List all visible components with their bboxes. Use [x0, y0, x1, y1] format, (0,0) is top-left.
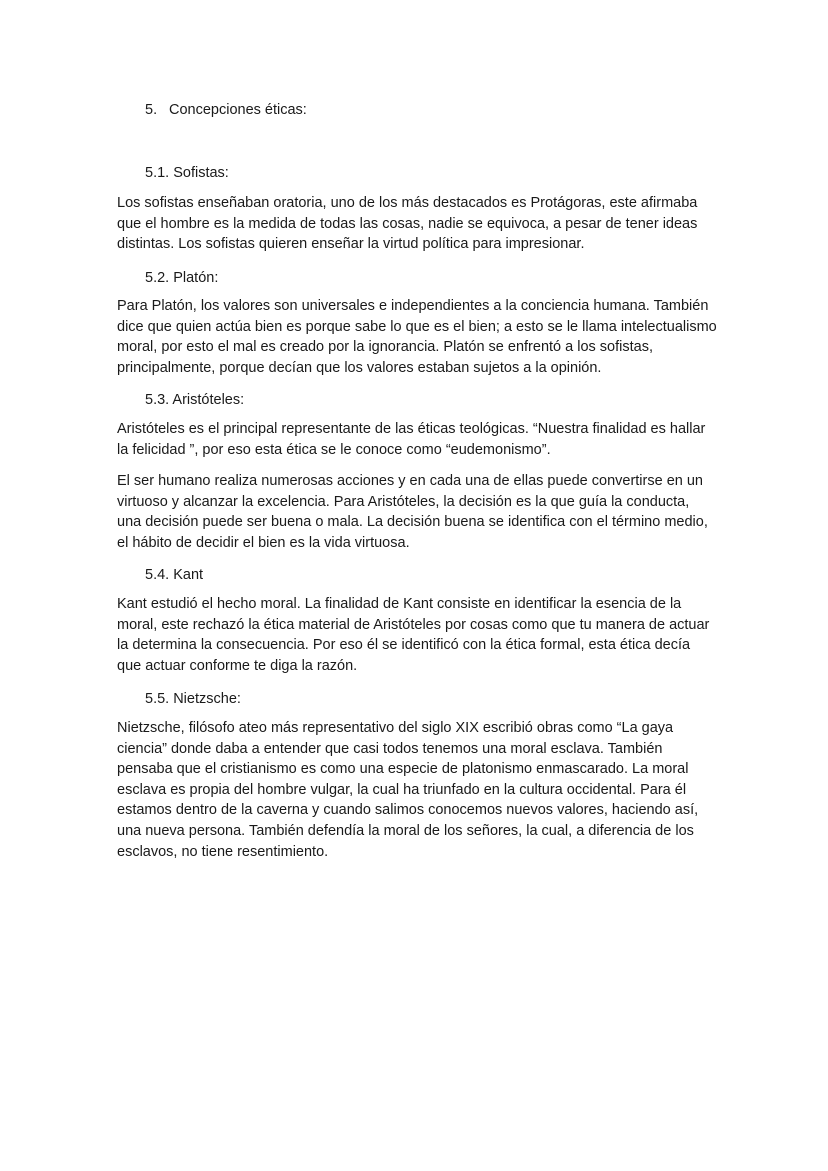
paragraph-platon: Para Platón, los valores son universales e independientes a la conciencia humana. También dice que quien actúa bien es porque sabe lo que es el bien; a esto se le llama intelectualismo moral, por esto el mal es creado por la ignorancia. Platón se enfrentó a los sofistas, principalmente, porque decían que los valores estaban sujetos a la opinión.	[117, 298, 717, 376]
subsection-heading-kant: 5.4. Kant	[145, 567, 204, 583]
paragraph-sofistas: Los sofistas enseñaban oratoria, uno de los más destacados es Protágoras, este afirmaba que el hombre es la medida de todas las cosas, nadie se equivoca, a pesar de tener ideas distintas. Los sofistas quieren enseñar la virtud política para impresionar.	[117, 195, 698, 253]
paragraph-aristoteles-1: Aristóteles es el principal representante de las éticas teológicas. “Nuestra finalidad es hallar la felicidad ”, por eso esta ética se le conoce como “eudemonismo”.	[117, 421, 706, 458]
section-title: Concepciones éticas:	[169, 102, 307, 118]
subsection-heading-aristoteles: 5.3. Aristóteles:	[145, 392, 245, 408]
section-heading	[145, 100, 307, 120]
subsection-heading-platon: 5.2. Platón:	[145, 270, 219, 286]
subsection-heading-nietzsche: 5.5. Nietzsche:	[145, 691, 241, 707]
paragraph-nietzsche: Nietzsche, filósofo ateo más representativo del siglo XIX escribió obras como “La gaya ciencia” donde daba a entender que casi todos tenemos una moral esclava. También pensaba que el cristianismo es como una especie de platonismo enmascarado. La moral esclava es propia del hombre vulgar, la cual ha triunfado en la cultura occidental. Para él estamos dentro de la caverna y cuando salimos conocemos nuevos valores, haciendo así, una nueva persona. También defendía la moral de los señores, la cual, a diferencia de los esclavos, no tiene resentimiento.	[117, 720, 699, 860]
paragraph-kant: Kant estudió el hecho moral. La finalidad de Kant consiste en identificar la esencia de la moral, este rechazó la ética material de Aristóteles por cosas como que tu manera de actuar la determina la consecuencia. Por eso él se identificó con la ética formal, esta ética decía que actuar conforme te diga la razón.	[117, 596, 710, 674]
subsection-heading-sofistas: 5.1. Sofistas:	[145, 165, 229, 181]
section-number: 5.	[145, 102, 158, 118]
paragraph-aristoteles-2: El ser humano realiza numerosas acciones y en cada una de ellas puede convertirse en un virtuoso y alcanzar la excelencia. Para Aristóteles, la decisión es la que guía la conducta, una decisión puede ser buena o mala. La decisión buena se identifica con el término medio, el hábito de decidir el bien es la vida virtuosa.	[117, 473, 708, 551]
